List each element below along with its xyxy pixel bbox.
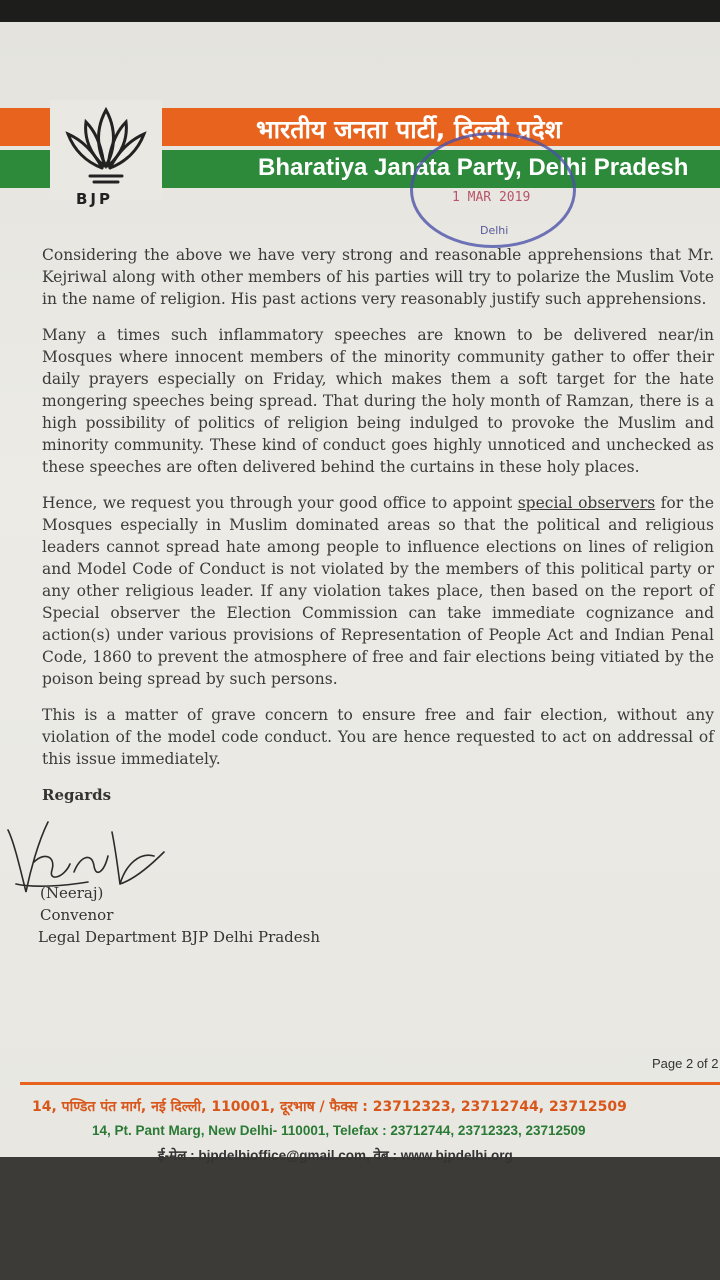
- page-number: Page 2 of 2: [652, 1056, 719, 1071]
- paragraph-3: [42, 492, 714, 690]
- stamp-place: Delhi: [480, 224, 509, 237]
- party-name-english: Bharatiya Janata Party, Delhi Pradesh: [258, 154, 689, 181]
- special-observers-underlined: special observers: [517, 494, 656, 512]
- signer-department: Legal Department BJP Delhi Pradesh: [38, 928, 321, 946]
- signer-role: Convenor: [40, 906, 114, 924]
- footer-divider: [20, 1082, 720, 1085]
- signer-name: (Neeraj): [40, 884, 104, 902]
- logo-text: BJP: [76, 190, 114, 208]
- paragraph-4: This is a matter of grave concern to ensure free and fair election, without any violation of the model code conduct. You are hence requested to act on addressal of this issue immediately.: [42, 706, 714, 768]
- footer-address-english: 14, Pt. Pant Marg, New Delhi- 110001, Telefax : 23712744, 23712323, 23712509: [92, 1123, 586, 1138]
- regards: Regards: [42, 786, 112, 804]
- paragraph-1: Considering the above we have very strong and reasonable apprehensions that Mr. Kejriwal along with other members of his parties will try to polarize the Muslim Vote in the name of religion. His past actions very reasonably justify such apprehensions.: [42, 246, 714, 308]
- stamp-date: 1 MAR 2019: [452, 190, 531, 205]
- paragraph-3-start: Hence, we request you through your good office to appoint: [42, 494, 518, 512]
- party-name-hindi: भारतीय जनता पार्टी, दिल्ली प्रदेश: [256, 115, 562, 144]
- paragraph-3-end: for the Mosques especially in Muslim dominated areas so that the political and religious leaders cannot spread hate among people to influence elections on lines of religion and Model Code of Conduct is not violated by the members of this political party or any other religious leader. If any violation takes place, then based on the report of Special observer the Election Commission can take immediate cognizance and action(s) under various provisions of Representation of People Act and Indian Penal Code, 1860 to prevent the atmosphere of free and fair elections being vitiated by the poison being spread by such persons.: [42, 494, 714, 688]
- paragraph-2: Many a times such inflammatory speeches are known to be delivered near/in Mosques where innocent members of the minority community gather to offer their daily prayers especially on Friday, which makes them a soft target for the hate mongering speeches being spread. That during the holy month of Ramzan, there is a high possibility of politics of religion being indulged to provoke the Muslim and minority community. These kind of conduct goes highly unnoticed and unchecked as these speeches are often delivered behind the curtains in these holy places.: [42, 326, 714, 476]
- background-bottom: [0, 1157, 720, 1280]
- letter-body: [42, 244, 714, 784]
- footer-contact: ई-मेल : bjpdelhioffice@gmail.com, वेब : www.bjpdelhi.org: [158, 1148, 513, 1163]
- footer-address-hindi: 14, पण्डित पंत मार्ग, नई दिल्ली, 110001, दूरभाष / फैक्स : 23712323, 23712744, 23712509: [32, 1099, 627, 1115]
